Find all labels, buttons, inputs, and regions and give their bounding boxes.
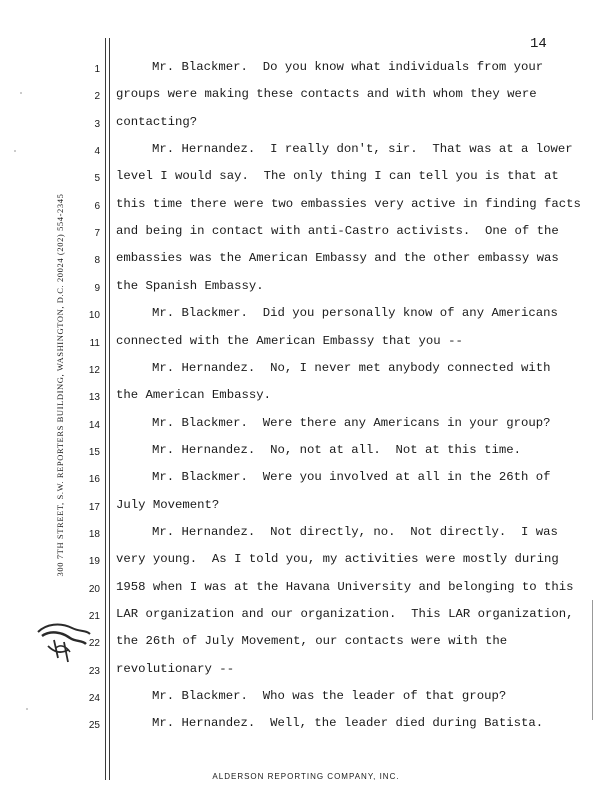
line-text: revolutionary -- xyxy=(116,661,235,676)
line-text: contacting? xyxy=(116,114,198,129)
line-number: 10 xyxy=(88,310,100,322)
line-number: 8 xyxy=(94,255,100,267)
line-number: 12 xyxy=(88,364,100,376)
line-text: Mr. Blackmer. Did you personally know of any Americans xyxy=(152,306,558,321)
transcript-line xyxy=(0,60,600,80)
transcript-line xyxy=(0,388,600,408)
line-text: the 26th of July Movement, our contacts were with the xyxy=(116,634,508,649)
transcript-line xyxy=(0,470,600,490)
line-text: this time there were two embassies very active in finding facts xyxy=(116,196,581,211)
transcript-line xyxy=(0,580,600,600)
line-number: 25 xyxy=(88,720,100,732)
line-text: Mr. Blackmer. Were you involved at all in the 26th of xyxy=(152,470,551,485)
line-text: the American Embassy. xyxy=(116,388,271,403)
line-text: the Spanish Embassy. xyxy=(116,278,264,293)
transcript-line xyxy=(0,716,600,736)
line-text: embassies was the American Embassy and the other embassy was xyxy=(116,251,559,266)
line-number: 18 xyxy=(88,528,100,540)
transcript-line xyxy=(0,306,600,326)
transcript-line xyxy=(0,279,600,299)
line-text: Mr. Blackmer. Were there any Americans in your group? xyxy=(152,415,551,430)
scan-speck xyxy=(20,92,22,94)
scan-speck xyxy=(14,150,16,152)
transcript-line xyxy=(0,552,600,572)
transcript-line xyxy=(0,251,600,271)
line-number: 19 xyxy=(88,556,100,568)
line-number: 3 xyxy=(94,118,100,130)
transcript-line xyxy=(0,361,600,381)
line-text: level I would say. The only thing I can tell you is that at xyxy=(116,169,559,184)
line-number: 5 xyxy=(94,173,100,185)
transcript-line xyxy=(0,197,600,217)
transcript-line xyxy=(0,169,600,189)
line-number: 16 xyxy=(88,474,100,486)
line-number: 1 xyxy=(94,64,100,75)
line-text: July Movement? xyxy=(116,497,220,512)
reporter-seal-stamp xyxy=(34,618,92,666)
line-number: 17 xyxy=(88,501,100,513)
transcript-line xyxy=(0,224,600,244)
line-text: Mr. Hernandez. Not directly, no. Not directly. I was xyxy=(152,524,558,539)
line-text: Mr. Blackmer. Who was the leader of that group? xyxy=(152,689,507,704)
line-number: 2 xyxy=(94,91,100,103)
transcript-line xyxy=(0,115,600,135)
line-text: Mr. Hernandez. No, I never met anybody connected with xyxy=(152,360,551,375)
line-number: 11 xyxy=(89,337,100,349)
line-number: 9 xyxy=(94,282,100,294)
line-text: 1958 when I was at the Havana University and belonging to this xyxy=(116,579,574,594)
footer-company-name: ALDERSON REPORTING COMPANY, INC. xyxy=(212,772,400,781)
line-number: 20 xyxy=(88,583,100,595)
line-number: 22 xyxy=(88,638,100,650)
transcript-line xyxy=(0,498,600,518)
transcript-line xyxy=(0,416,600,436)
transcript-line xyxy=(0,525,600,545)
line-text: Mr. Hernandez. No, not at all. Not at this time. xyxy=(152,442,521,457)
line-number: 23 xyxy=(88,665,100,677)
line-number: 13 xyxy=(88,392,100,404)
line-text: LAR organization and our organization. This LAR organization, xyxy=(116,607,574,621)
line-text: groups were making these contacts and with whom they were xyxy=(116,87,537,102)
reporter-address-caption: 300 7TH STREET, S.W. REPORTERS BUILDING, WASHINGTON, D.C. 20024 (202) 554-2345 xyxy=(55,193,65,577)
line-number: 7 xyxy=(94,228,100,240)
line-number: 15 xyxy=(88,446,100,458)
transcript-line xyxy=(0,334,600,354)
line-number: 14 xyxy=(88,419,100,431)
transcript-line xyxy=(0,443,600,463)
line-text: Mr. Hernandez. Well, the leader died during Batista. xyxy=(152,716,544,731)
line-number: 24 xyxy=(88,693,100,705)
line-text: very young. As I told you, my activities were mostly during xyxy=(116,552,559,567)
line-number: 4 xyxy=(94,146,100,158)
scan-speck xyxy=(26,708,28,710)
page-number: 14 xyxy=(530,36,547,52)
transcript-line xyxy=(0,142,600,162)
transcript-line xyxy=(0,87,600,107)
transcript-line xyxy=(0,689,600,709)
line-number: 21 xyxy=(88,611,100,622)
line-text: connected with the American Embassy that you -- xyxy=(116,333,463,348)
line-text: Mr. Blackmer. Do you know what individuals from your xyxy=(152,60,544,74)
line-number: 6 xyxy=(94,200,100,212)
line-text: and being in contact with anti-Castro activists. One of the xyxy=(116,224,559,239)
line-text: Mr. Hernandez. I really don't, sir. That was at a lower xyxy=(152,142,573,157)
